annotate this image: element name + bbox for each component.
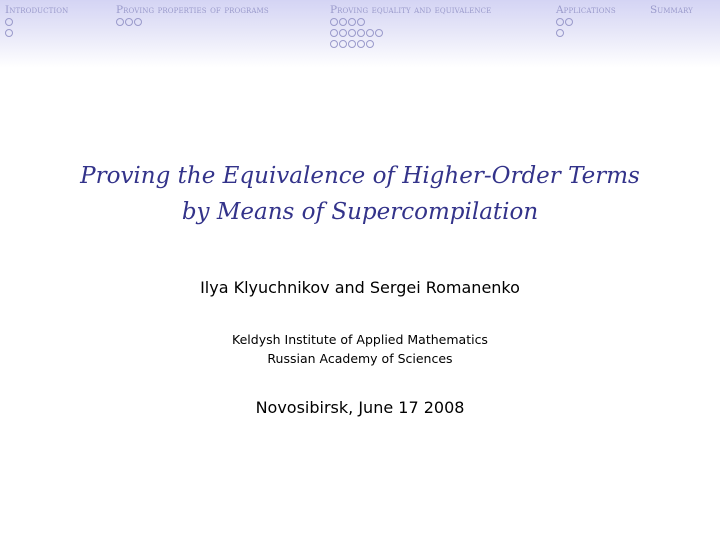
presentation-title: [0, 158, 720, 230]
frame-dot[interactable]: [330, 18, 338, 26]
frame-dot[interactable]: [339, 40, 347, 48]
frame-dot[interactable]: [339, 29, 347, 37]
frame-dot[interactable]: [5, 18, 13, 26]
nav-dots-proving-equality: [330, 18, 491, 50]
frame-dot[interactable]: [357, 18, 365, 26]
dot-row: [330, 29, 491, 39]
dot-row: [556, 18, 616, 28]
place-and-date: Novosibirsk, June 17 2008: [255, 398, 465, 417]
dot-row: [556, 29, 616, 39]
frame-dot[interactable]: [556, 18, 564, 26]
frame-dot[interactable]: [339, 18, 347, 26]
institute-line-2: Russian Academy of Sciences: [267, 351, 453, 366]
title-line-2: by Means of Supercompilation: [181, 199, 539, 225]
nav-section-summary: [650, 4, 693, 16]
nav-section-proving-equality: [330, 4, 491, 50]
authors: Ilya Klyuchnikov and Sergei Romanenko: [200, 278, 520, 297]
frame-dot[interactable]: [565, 18, 573, 26]
nav-link-proving-properties[interactable]: Proving properties of programs: [116, 4, 269, 16]
frame-dot[interactable]: [357, 29, 365, 37]
frame-dot[interactable]: [366, 40, 374, 48]
dot-row: [5, 29, 68, 39]
nav-dots-applications: [556, 18, 616, 39]
nav-link-applications[interactable]: Applications: [556, 4, 616, 16]
frame-dot[interactable]: [348, 29, 356, 37]
dot-row: [5, 18, 68, 28]
dot-row: [330, 18, 491, 28]
frame-dot[interactable]: [330, 40, 338, 48]
nav-link-proving-equality[interactable]: Proving equality and equivalence: [330, 4, 492, 16]
frame-dot[interactable]: [116, 18, 124, 26]
frame-dot[interactable]: [366, 29, 374, 37]
dot-row: [330, 40, 491, 50]
nav-dots-introduction: [5, 18, 68, 39]
nav-link-introduction[interactable]: Introduction: [5, 4, 69, 16]
institute: [0, 330, 720, 368]
title-line-1: Proving the Equivalence of Higher-Order Terms: [80, 163, 640, 189]
nav-link-summary[interactable]: Summary: [650, 4, 693, 16]
nav-section-applications: [556, 4, 616, 39]
institute-line-1: Keldysh Institute of Applied Mathematics: [232, 332, 488, 347]
nav-section-introduction: [5, 4, 68, 39]
dot-row: [116, 18, 269, 28]
frame-dot[interactable]: [134, 18, 142, 26]
frame-dot[interactable]: [348, 40, 356, 48]
frame-dot[interactable]: [125, 18, 133, 26]
nav-dots-proving-properties: [116, 18, 269, 28]
frame-dot[interactable]: [375, 29, 383, 37]
navigation-bar: [0, 0, 720, 68]
nav-section-proving-properties: [116, 4, 269, 28]
frame-dot[interactable]: [330, 29, 338, 37]
frame-dot[interactable]: [357, 40, 365, 48]
frame-dot[interactable]: [556, 29, 564, 37]
frame-dot[interactable]: [348, 18, 356, 26]
frame-dot[interactable]: [5, 29, 13, 37]
